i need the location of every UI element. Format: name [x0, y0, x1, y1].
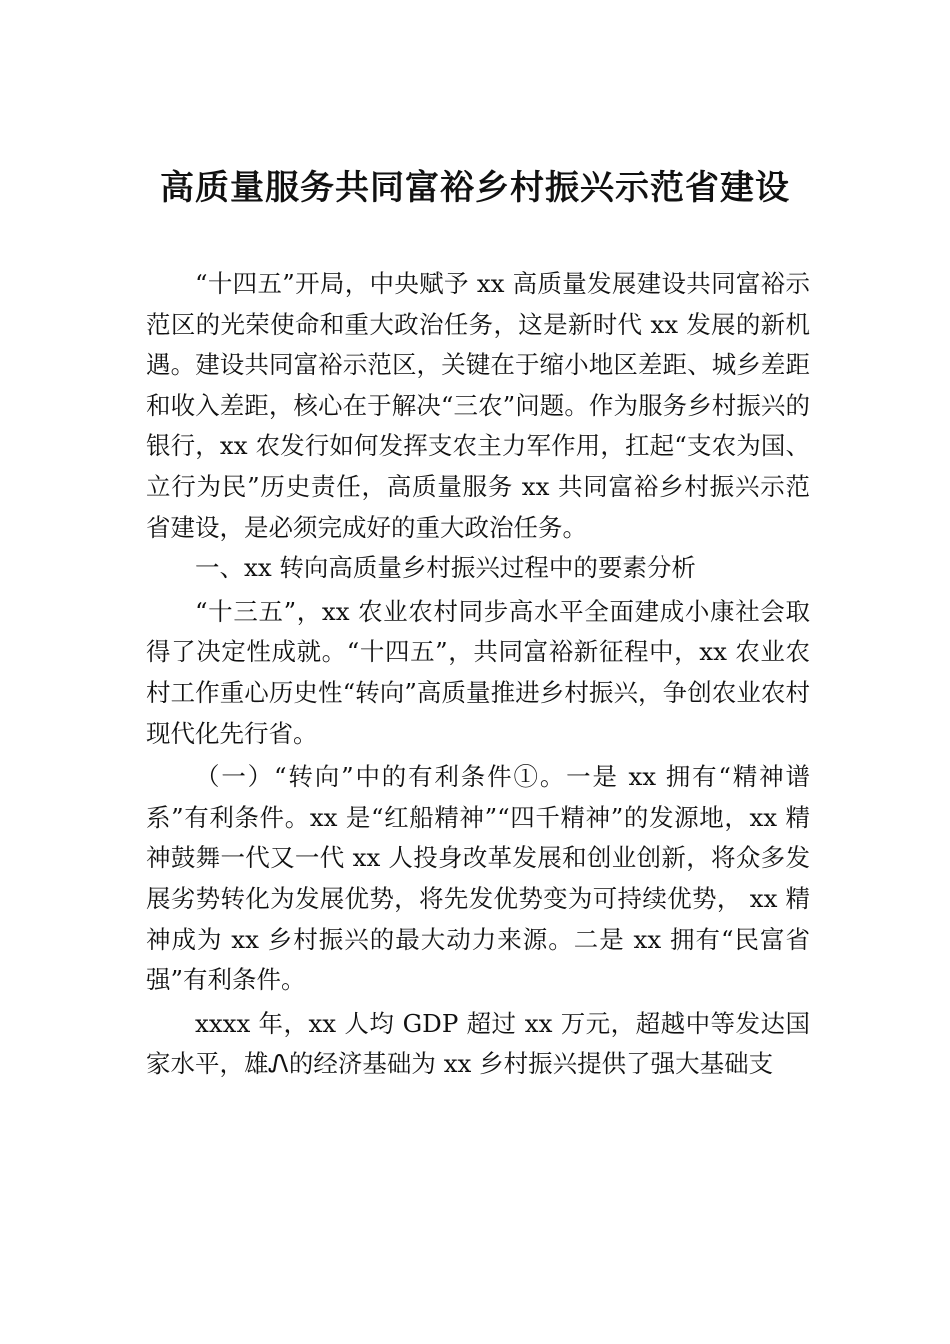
section-heading-1: 一、xx 转向高质量乡村振兴过程中的要素分析: [195, 553, 696, 583]
paragraph-favorable-conditions: （一）“转向”中的有利条件①。一是 xx 拥有“精神谱系”有利条件。xx 是“红船精神”“四千精神”的发源地，xx 精神鼓舞一代又一代 xx 人投身改革发展和创业创新，将众多发展劣势转化为发展优势，将先发优势变为可持续优势， xx 精神成为 xx 乡村振兴的最大动力来源。二是 xx 拥有“民富省强”有利条件。: [146, 762, 810, 995]
paragraph-gdp: xxxx 年，xx 人均 GDP 超过 xx 万元，超越中等发达国家水平，雄Ꮑ的经济基础为 xx 乡村振兴提供了强大基础支: [146, 1008, 810, 1079]
document-body: [146, 264, 810, 1085]
paragraph-thirteenth-five-year: “十三五”，xx 农业农村同步高水平全面建成小康社会取得了决定性成就。“十四五”，共同富裕新征程中，xx 农业农村工作重心历史性“转向”高质量推进乡村振兴，争创农业农村现代化先行省。: [146, 596, 810, 748]
paragraph-intro: “十四五”开局，中央赋予 xx 高质量发展建设共同富裕示范区的光荣使命和重大政治任务，这是新时代 xx 发展的新机遇。建设共同富裕示范区，关键在于缩小地区差距、城乡差距和收入差距，核心在于解决“三农”问题。作为服务乡村振兴的银行，xx 农发行如何发挥支农主力军作用，扛起“支农为国、立行为民”历史责任，高质量服务 xx 共同富裕乡村振兴示范省建设，是必须完成好的重大政治任务。: [146, 269, 810, 542]
document-title: 高质量服务共同富裕乡村振兴示范省建设: [160, 168, 790, 208]
